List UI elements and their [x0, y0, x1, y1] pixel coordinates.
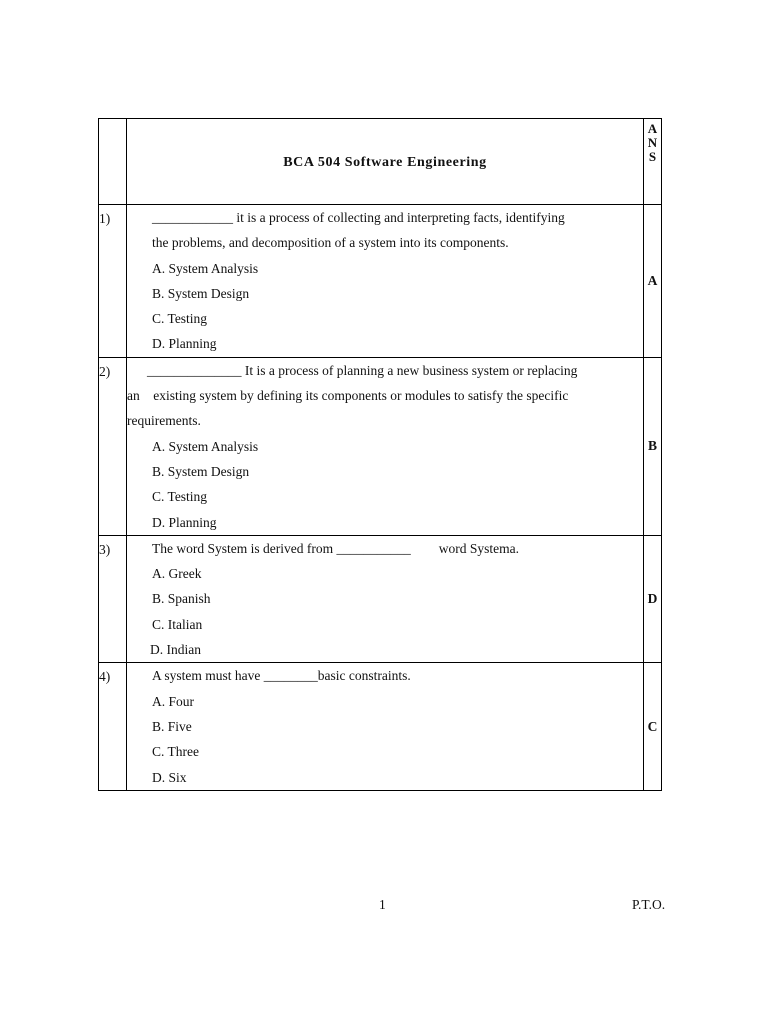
question-body [127, 357, 644, 535]
question-number: 1) [99, 205, 127, 358]
header-number-cell [99, 119, 127, 205]
question-text: ____________ it is a process of collecting and interpreting facts, identifying [152, 210, 565, 225]
question-text-before-blank: The word System is derived from ___________ [152, 540, 411, 556]
question-number: 3) [99, 535, 127, 662]
question-row [99, 535, 662, 662]
question-text-after-blank: word Systema. [438, 540, 519, 556]
question-body [127, 663, 644, 790]
question-body [127, 205, 644, 358]
ans-column-header [644, 119, 662, 205]
answer-cell: C [644, 663, 662, 790]
question-row [99, 205, 662, 358]
answer-cell: A [644, 205, 662, 358]
option: A. Four [152, 693, 195, 709]
question-body [127, 535, 644, 662]
question-number: 4) [99, 663, 127, 790]
option: C. Testing [152, 489, 208, 505]
answer-cell: D [644, 535, 662, 662]
question-row [99, 357, 662, 535]
question-text: ______________ It is a process of planning a new business system or replacing [147, 362, 578, 378]
question-text: the problems, and decomposition of a system into its components. [152, 235, 509, 251]
page-title: BCA 504 Software Engineering [283, 154, 487, 170]
option: C. Testing [152, 311, 208, 327]
option: B. Five [152, 718, 192, 734]
option: A. System Analysis [152, 438, 259, 454]
question-row [99, 663, 662, 790]
option: B. System Design [152, 463, 250, 479]
option: D. Indian [150, 642, 201, 658]
option: C. Italian [152, 616, 203, 632]
question-text: A system must have ________basic constraints. [152, 668, 411, 684]
option: D. Six [152, 769, 187, 785]
ans-letter: S [648, 149, 657, 164]
pto-label: P.T.O. [632, 897, 666, 912]
question-table [98, 118, 662, 791]
option: C. Three [152, 744, 199, 760]
header-title-cell [127, 119, 644, 205]
option: B. System Design [152, 285, 250, 301]
table-header-row [99, 119, 662, 205]
question-number: 2) [99, 357, 127, 535]
page-number: 1 [379, 897, 386, 912]
option: A. Greek [152, 566, 202, 582]
answer-cell: B [644, 357, 662, 535]
ans-letter: N [647, 135, 658, 150]
option: B. Spanish [152, 591, 211, 607]
option: A. System Analysis [152, 260, 259, 276]
ans-letter: A [647, 121, 658, 136]
question-text [127, 536, 643, 561]
question-text: requirements. [127, 413, 201, 429]
option: D. Planning [152, 514, 217, 530]
option: D. Planning [152, 336, 217, 352]
question-text: an existing system by defining its components or modules to satisfy the specific [127, 388, 569, 404]
